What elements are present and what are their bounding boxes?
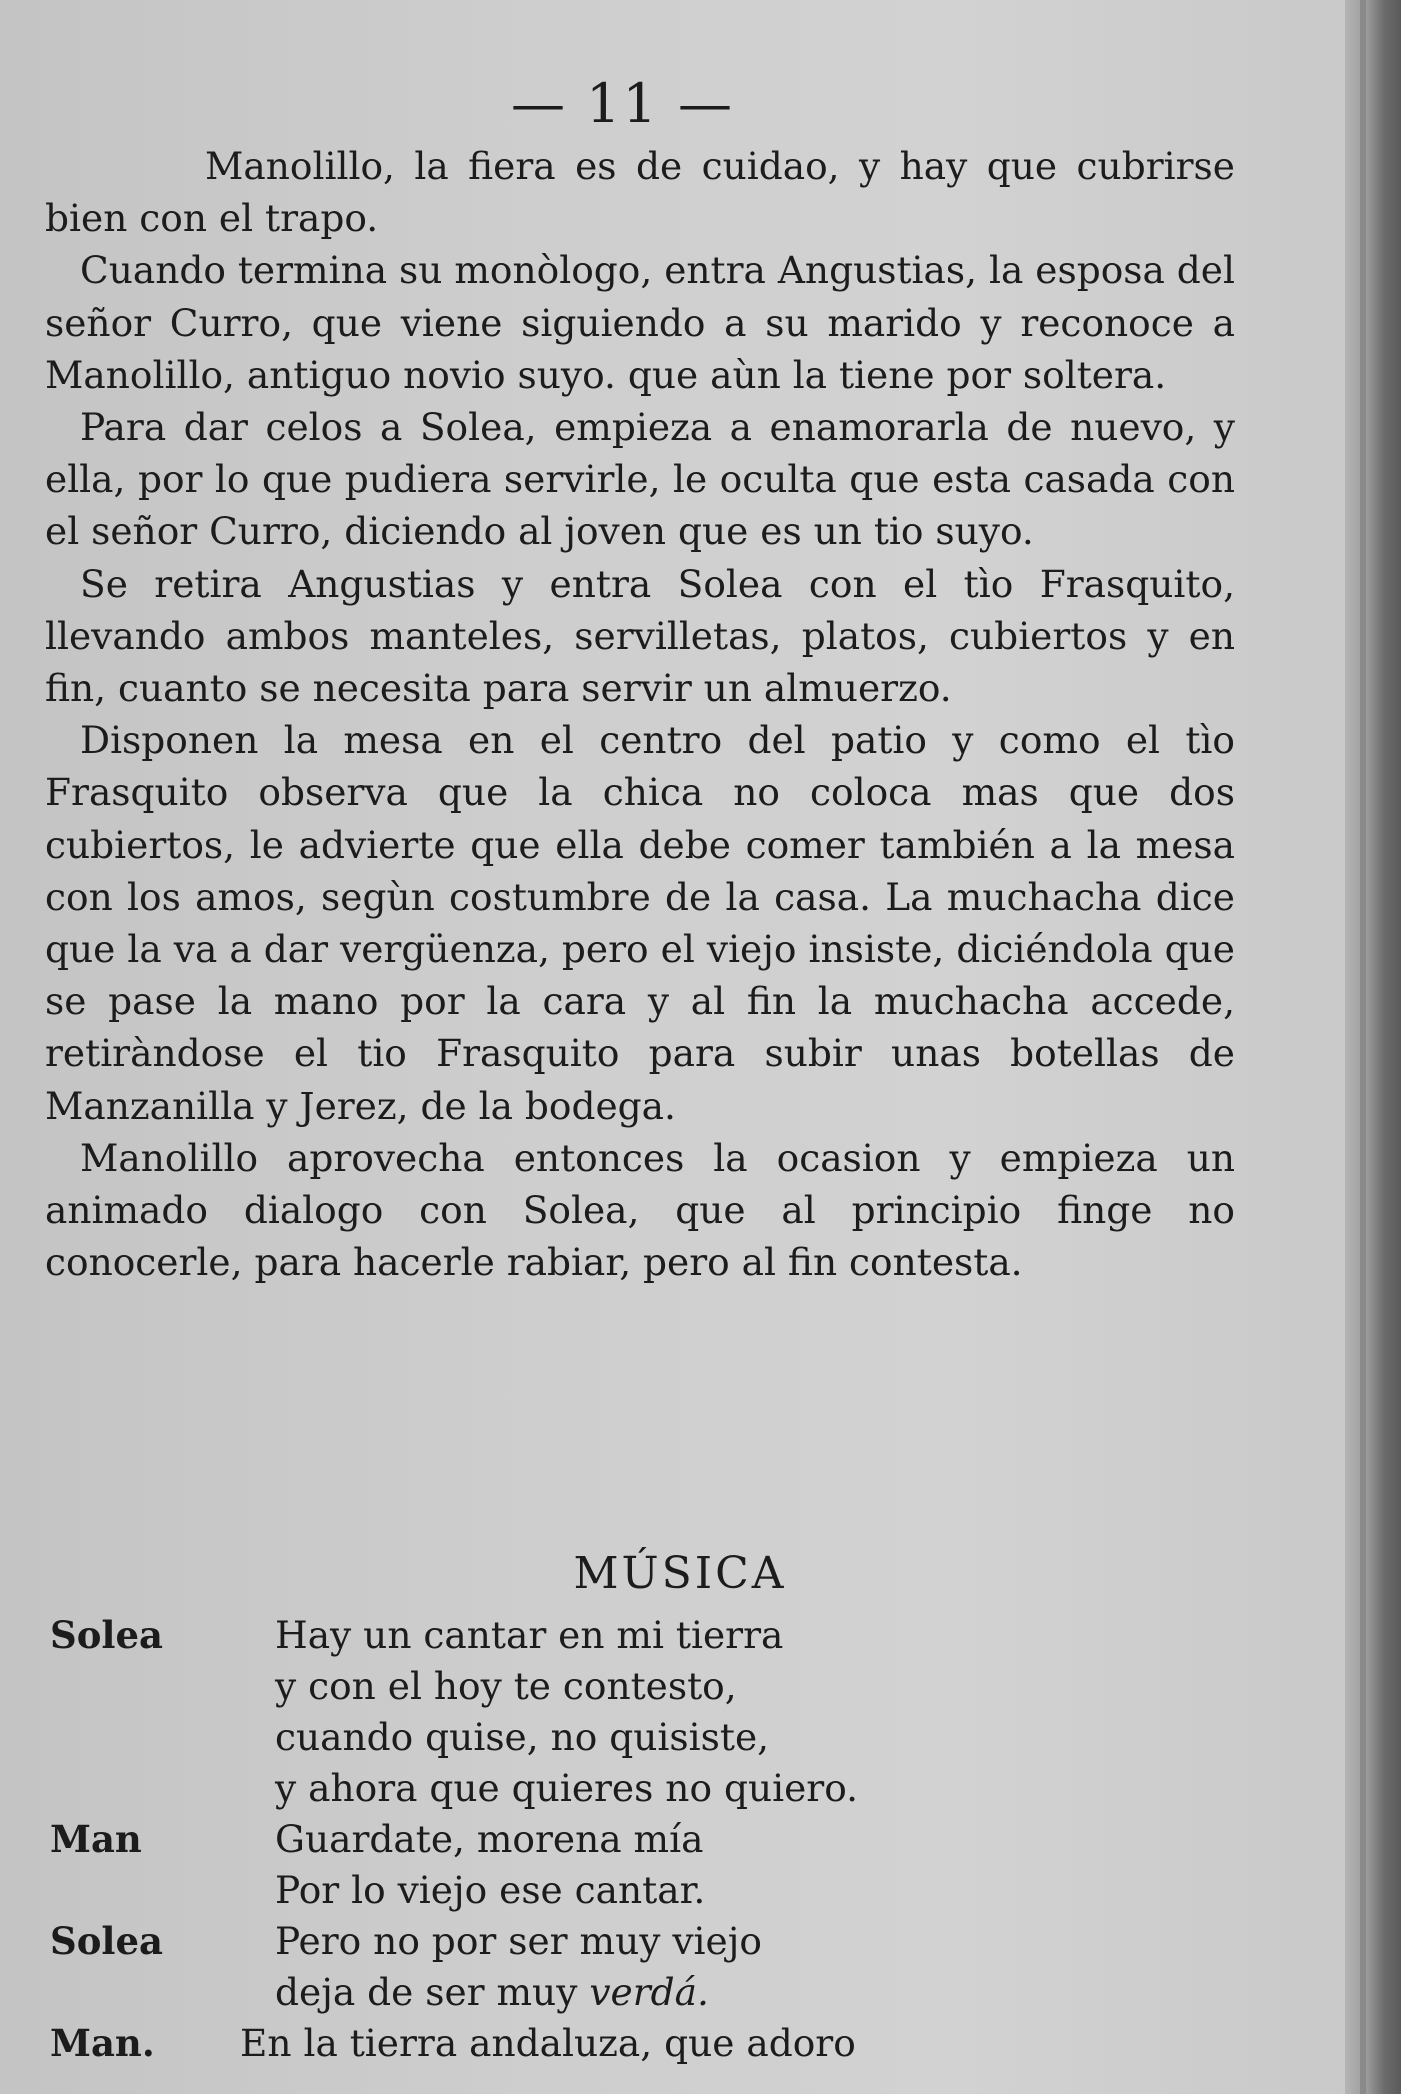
- dialogue-line: [0, 1712, 1360, 1763]
- speaker-label: Solea: [50, 1613, 163, 1657]
- verse-line: Pero no por ser muy viejo: [275, 1919, 762, 1963]
- dialogue-line: [0, 2018, 1360, 2069]
- verse-text: deja de ser muy: [275, 1970, 578, 2014]
- paragraph: Disponen la mesa en el centro del patio y como el tìo Frasquito observa que la chica no coloca mas que dos cubiertos, le advierte que ella debe comer también a la mesa con los amos, segùn costumbre de la casa. La muchacha dice que la va a dar vergüenza, pero el viejo insiste, diciéndola que se pase la mano por la cara y al fin la muchacha accede, retiràndose el tio Frasquito para subir unas botellas de Manzanilla y Jerez, de la bodega.: [45, 718, 1235, 1128]
- dialogue-line: [0, 1610, 1360, 1661]
- paragraph: Se retira Angustias y entra Solea con el tìo Frasquito, llevando ambos manteles, servilletas, platos, cubiertos y en fin, cuanto se necesita para servir un almuerzo.: [45, 561, 1235, 711]
- speaker-label: Solea: [50, 1919, 163, 1963]
- dialogue-line: [0, 1865, 1360, 1916]
- speaker-label: Man: [50, 1817, 142, 1861]
- dialogue-line: [0, 1763, 1360, 1814]
- verse-line: [275, 1967, 709, 2018]
- page-edge-line: [1360, 0, 1366, 2094]
- verse-italic-word: verdá.: [589, 1970, 709, 2014]
- verse-line: Guardate, morena mía: [275, 1817, 704, 1861]
- dialogue-line: [0, 1661, 1360, 1712]
- paragraph: Cuando termina su monòlogo, entra Angustias, la esposa del señor Curro, que viene siguiendo a su marido y reconoce a Manolillo, antiguo novio suyo. que aùn la tiene por soltera.: [45, 248, 1235, 397]
- verse-line: Hay un cantar en mi tierra: [275, 1613, 784, 1657]
- dialogue-line: [0, 1967, 1360, 2018]
- verse-dialogue: [0, 1610, 1360, 2069]
- paragraph-continuation: Manolillo, la fiera es de cuidao, y hay que cubrirse bien con el trapo.: [45, 144, 1235, 241]
- dialogue-line: [0, 1814, 1360, 1865]
- verse-line: y ahora que quieres no quiero.: [275, 1766, 859, 1810]
- verse-line: cuando quise, no quisiste,: [275, 1715, 770, 1759]
- page-number: — 11 —: [510, 72, 735, 135]
- paragraph: Para dar celos a Solea, empieza a enamorarla de nuevo, y ella, por lo que pudiera servirle, le oculta que esta casada con el señor Curro, diciendo al joven que es un tio suyo.: [45, 405, 1235, 554]
- verse-line: En la tierra andaluza, que adoro: [240, 2021, 856, 2065]
- verse-line: Por lo viejo ese cantar.: [275, 1868, 706, 1912]
- paragraph: Manolillo aprovecha entonces la ocasion y empieza un animado dialogo con Solea, que al principio finge no conocerle, para hacerle rabiar, pero al fin contesta.: [45, 1135, 1235, 1285]
- verse-line: y con el hoy te contesto,: [275, 1664, 737, 1708]
- speaker-label: Man.: [50, 2021, 155, 2065]
- body-text: [45, 140, 1235, 1288]
- section-title: MÚSICA: [573, 1548, 787, 1599]
- page-gutter: [1345, 0, 1401, 2094]
- dialogue-line: [0, 1916, 1360, 1967]
